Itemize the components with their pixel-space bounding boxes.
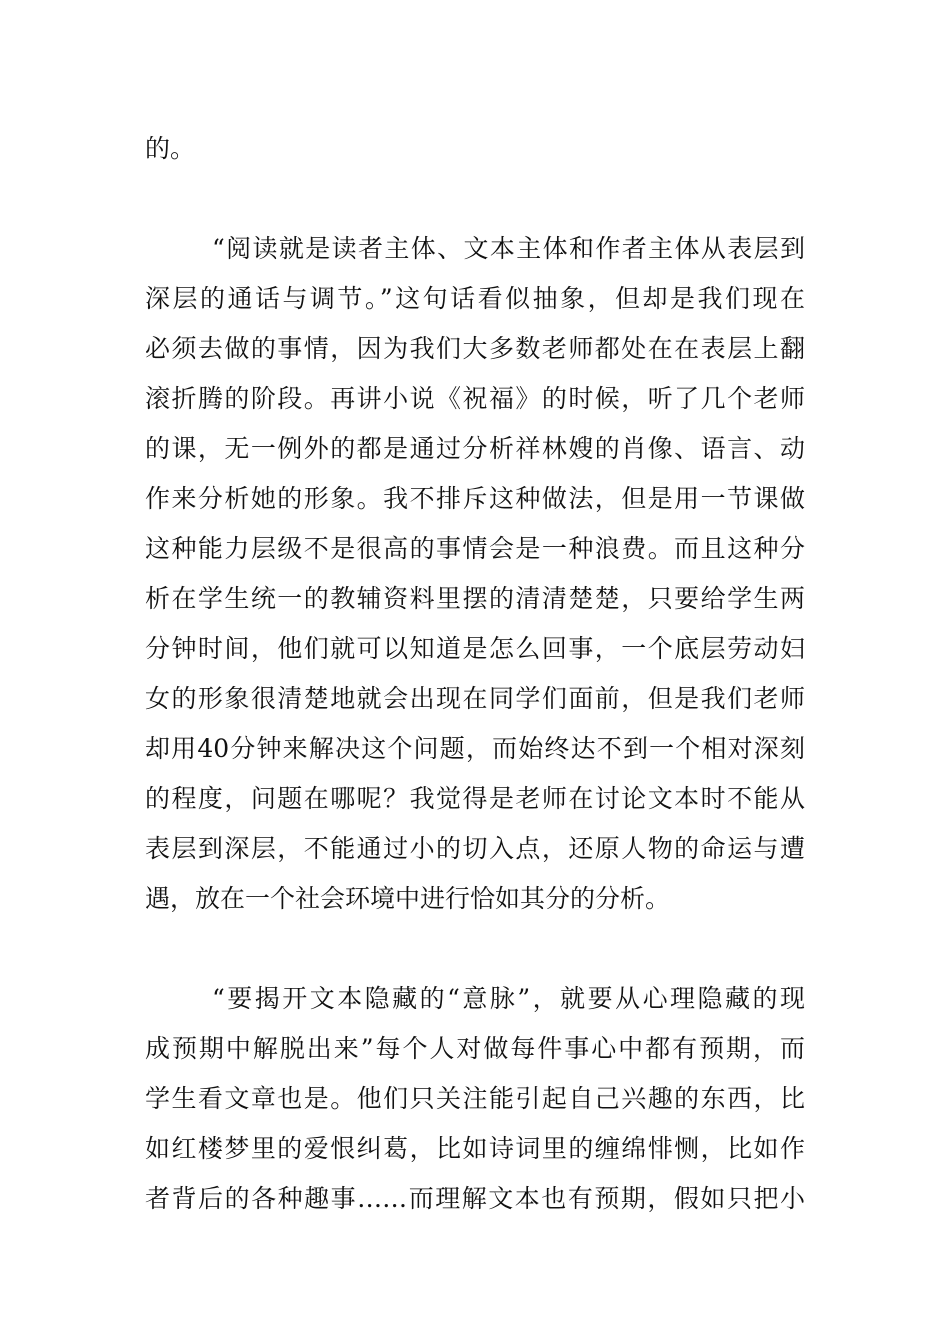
paragraph-line: 分钟时间，他们就可以知道是怎么回事，一个底层劳动妇 (145, 634, 805, 663)
paragraph-line: 的。 (145, 134, 196, 163)
paragraph-line: 者背后的各种趣事……而理解文本也有预期，假如只把小 (145, 1184, 805, 1213)
paragraph-line: 的程度，问题在哪呢？我觉得是老师在讨论文本时不能从 (145, 784, 805, 813)
paragraph-line: 成预期中解脱出来”每个人对做每件事心中都有预期，而 (145, 1034, 805, 1063)
paragraph-line: 的课，无一例外的都是通过分析祥林嫂的肖像、语言、动 (145, 434, 805, 463)
paragraph-line: “要揭开文本隐藏的“意脉”，就要从心理隐藏的现 (212, 984, 805, 1013)
paragraph-line: 析在学生统一的教辅资料里摆的清清楚楚，只要给学生两 (145, 584, 805, 613)
paragraph-line: 却用40分钟来解决这个问题，而始终达不到一个相对深刻 (145, 734, 805, 763)
paragraph-line: 女的形象很清楚地就会出现在同学们面前，但是我们老师 (145, 684, 805, 713)
paragraph-line: 学生看文章也是。他们只关注能引起自己兴趣的东西，比 (145, 1084, 805, 1113)
paragraph-line: 作来分析她的形象。我不排斥这种做法，但是用一节课做 (145, 484, 805, 513)
paragraph-line: “阅读就是读者主体、文本主体和作者主体从表层到 (212, 234, 805, 263)
paragraph-line: 表层到深层，不能通过小的切入点，还原人物的命运与遭 (145, 834, 805, 863)
paragraph-line: 这种能力层级不是很高的事情会是一种浪费。而且这种分 (145, 534, 805, 563)
paragraph-line: 如红楼梦里的爱恨纠葛，比如诗词里的缠绵悱恻，比如作 (145, 1134, 805, 1163)
paragraph-line: 必须去做的事情，因为我们大多数老师都处在在表层上翻 (145, 334, 805, 363)
paragraph-line: 遇，放在一个社会环境中进行恰如其分的分析。 (145, 884, 671, 913)
paragraph-line: 滚折腾的阶段。再讲小说《祝福》的时候，听了几个老师 (145, 384, 805, 413)
paragraph-line: 深层的通话与调节。”这句话看似抽象，但却是我们现在 (145, 284, 805, 313)
